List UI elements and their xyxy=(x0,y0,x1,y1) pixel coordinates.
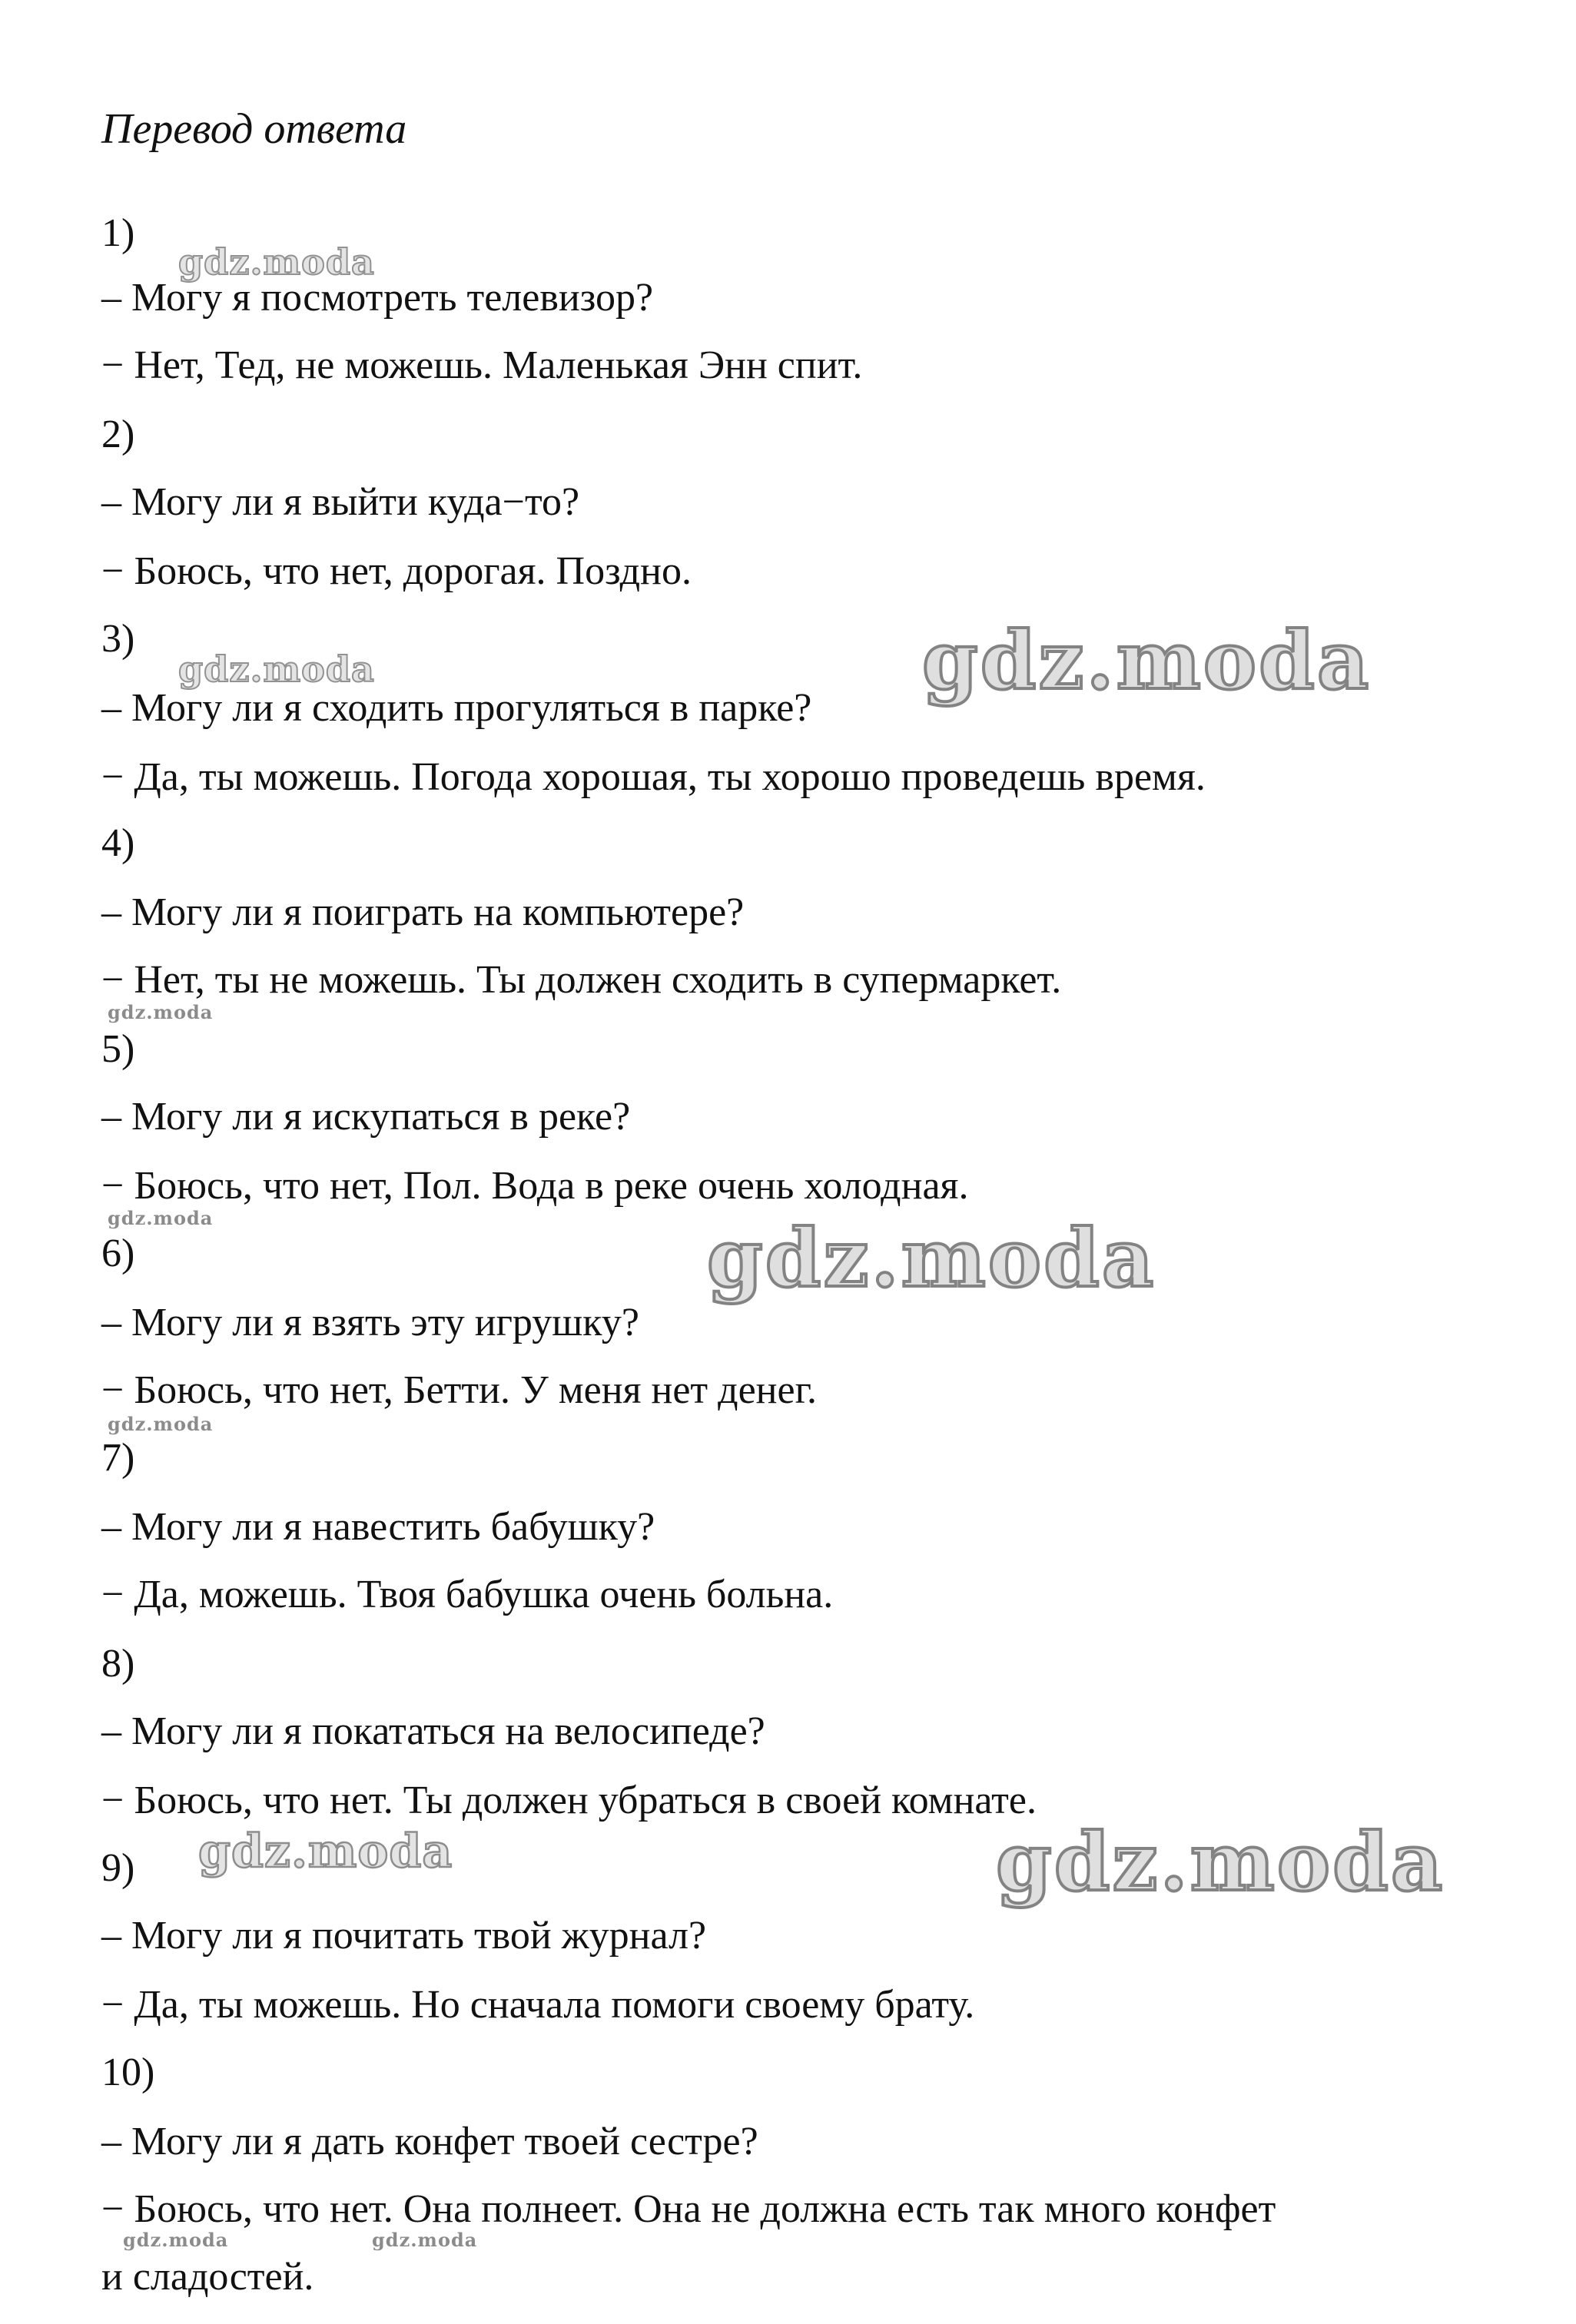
answer-line: − Боюсь, что нет. Она полнеет. Она не должна есть так много конфет xyxy=(101,2187,1276,2231)
item-number: 4) xyxy=(101,821,135,865)
answer-line: − Да, можешь. Твоя бабушка очень больна. xyxy=(101,1573,834,1616)
item-number: 6) xyxy=(101,1232,135,1275)
watermark: gdz.moda xyxy=(108,1413,214,1435)
question-line: – Могу ли я дать конфет твоей сестре? xyxy=(101,2120,758,2163)
page-title: Перевод ответа xyxy=(101,105,407,153)
item-number: 1) xyxy=(101,211,135,255)
item-number: 9) xyxy=(101,1846,135,1890)
answer-line: − Нет, ты не можешь. Ты должен сходить в супермаркет. xyxy=(101,958,1062,1002)
question-line: – Могу ли я покататься на велосипеде? xyxy=(101,1709,765,1753)
item-number: 7) xyxy=(101,1436,135,1480)
watermark: gdz.moda xyxy=(123,2229,229,2251)
watermark: gdz.moda xyxy=(707,1211,1156,1305)
question-line: – Могу ли я почитать твой журнал? xyxy=(101,1914,707,1958)
answer-line: − Боюсь, что нет, Пол. Вода в реке очень холодная. xyxy=(101,1164,969,1208)
watermark: gdz.moda xyxy=(178,241,375,283)
watermark: gdz.moda xyxy=(198,1825,453,1878)
question-line: – Могу ли я поиграть на компьютере? xyxy=(101,890,745,934)
question-line: – Могу ли я сходить прогуляться в парке? xyxy=(101,686,812,730)
watermark: gdz.moda xyxy=(178,648,375,690)
question-line: – Могу я посмотреть телевизор? xyxy=(101,276,654,320)
answer-line: − Боюсь, что нет, дорогая. Поздно. xyxy=(101,549,692,593)
item-number: 2) xyxy=(101,413,135,456)
question-line: – Могу ли я выйти куда−то? xyxy=(101,480,580,524)
question-line: – Могу ли я искупаться в реке? xyxy=(101,1095,631,1139)
question-line: – Могу ли я взять эту игрушку? xyxy=(101,1301,639,1344)
answer-line: − Да, ты можешь. Погода хорошая, ты хорошо проведешь время. xyxy=(101,755,1206,799)
item-number: 10) xyxy=(101,2050,155,2094)
item-number: 8) xyxy=(101,1642,135,1686)
watermark: gdz.moda xyxy=(108,1207,214,1229)
item-number: 5) xyxy=(101,1027,135,1071)
answer-line: − Да, ты можешь. Но сначала помоги своему брату. xyxy=(101,1983,975,2027)
answer-line: − Нет, Тед, не можешь. Маленькая Энн спит. xyxy=(101,343,863,387)
watermark: gdz.moda xyxy=(108,1001,214,1023)
watermark: gdz.moda xyxy=(922,613,1372,708)
question-line: – Могу ли я навестить бабушку? xyxy=(101,1505,655,1549)
item-number: 3) xyxy=(101,617,135,661)
watermark: gdz.moda xyxy=(372,2229,478,2251)
answer-line: − Боюсь, что нет, Бетти. У меня нет денег. xyxy=(101,1368,818,1412)
answer-line-continuation: и сладостей. xyxy=(101,2255,314,2299)
watermark: gdz.moda xyxy=(996,1815,1445,1909)
answer-line: − Боюсь, что нет. Ты должен убраться в своей комнате. xyxy=(101,1779,1037,1822)
